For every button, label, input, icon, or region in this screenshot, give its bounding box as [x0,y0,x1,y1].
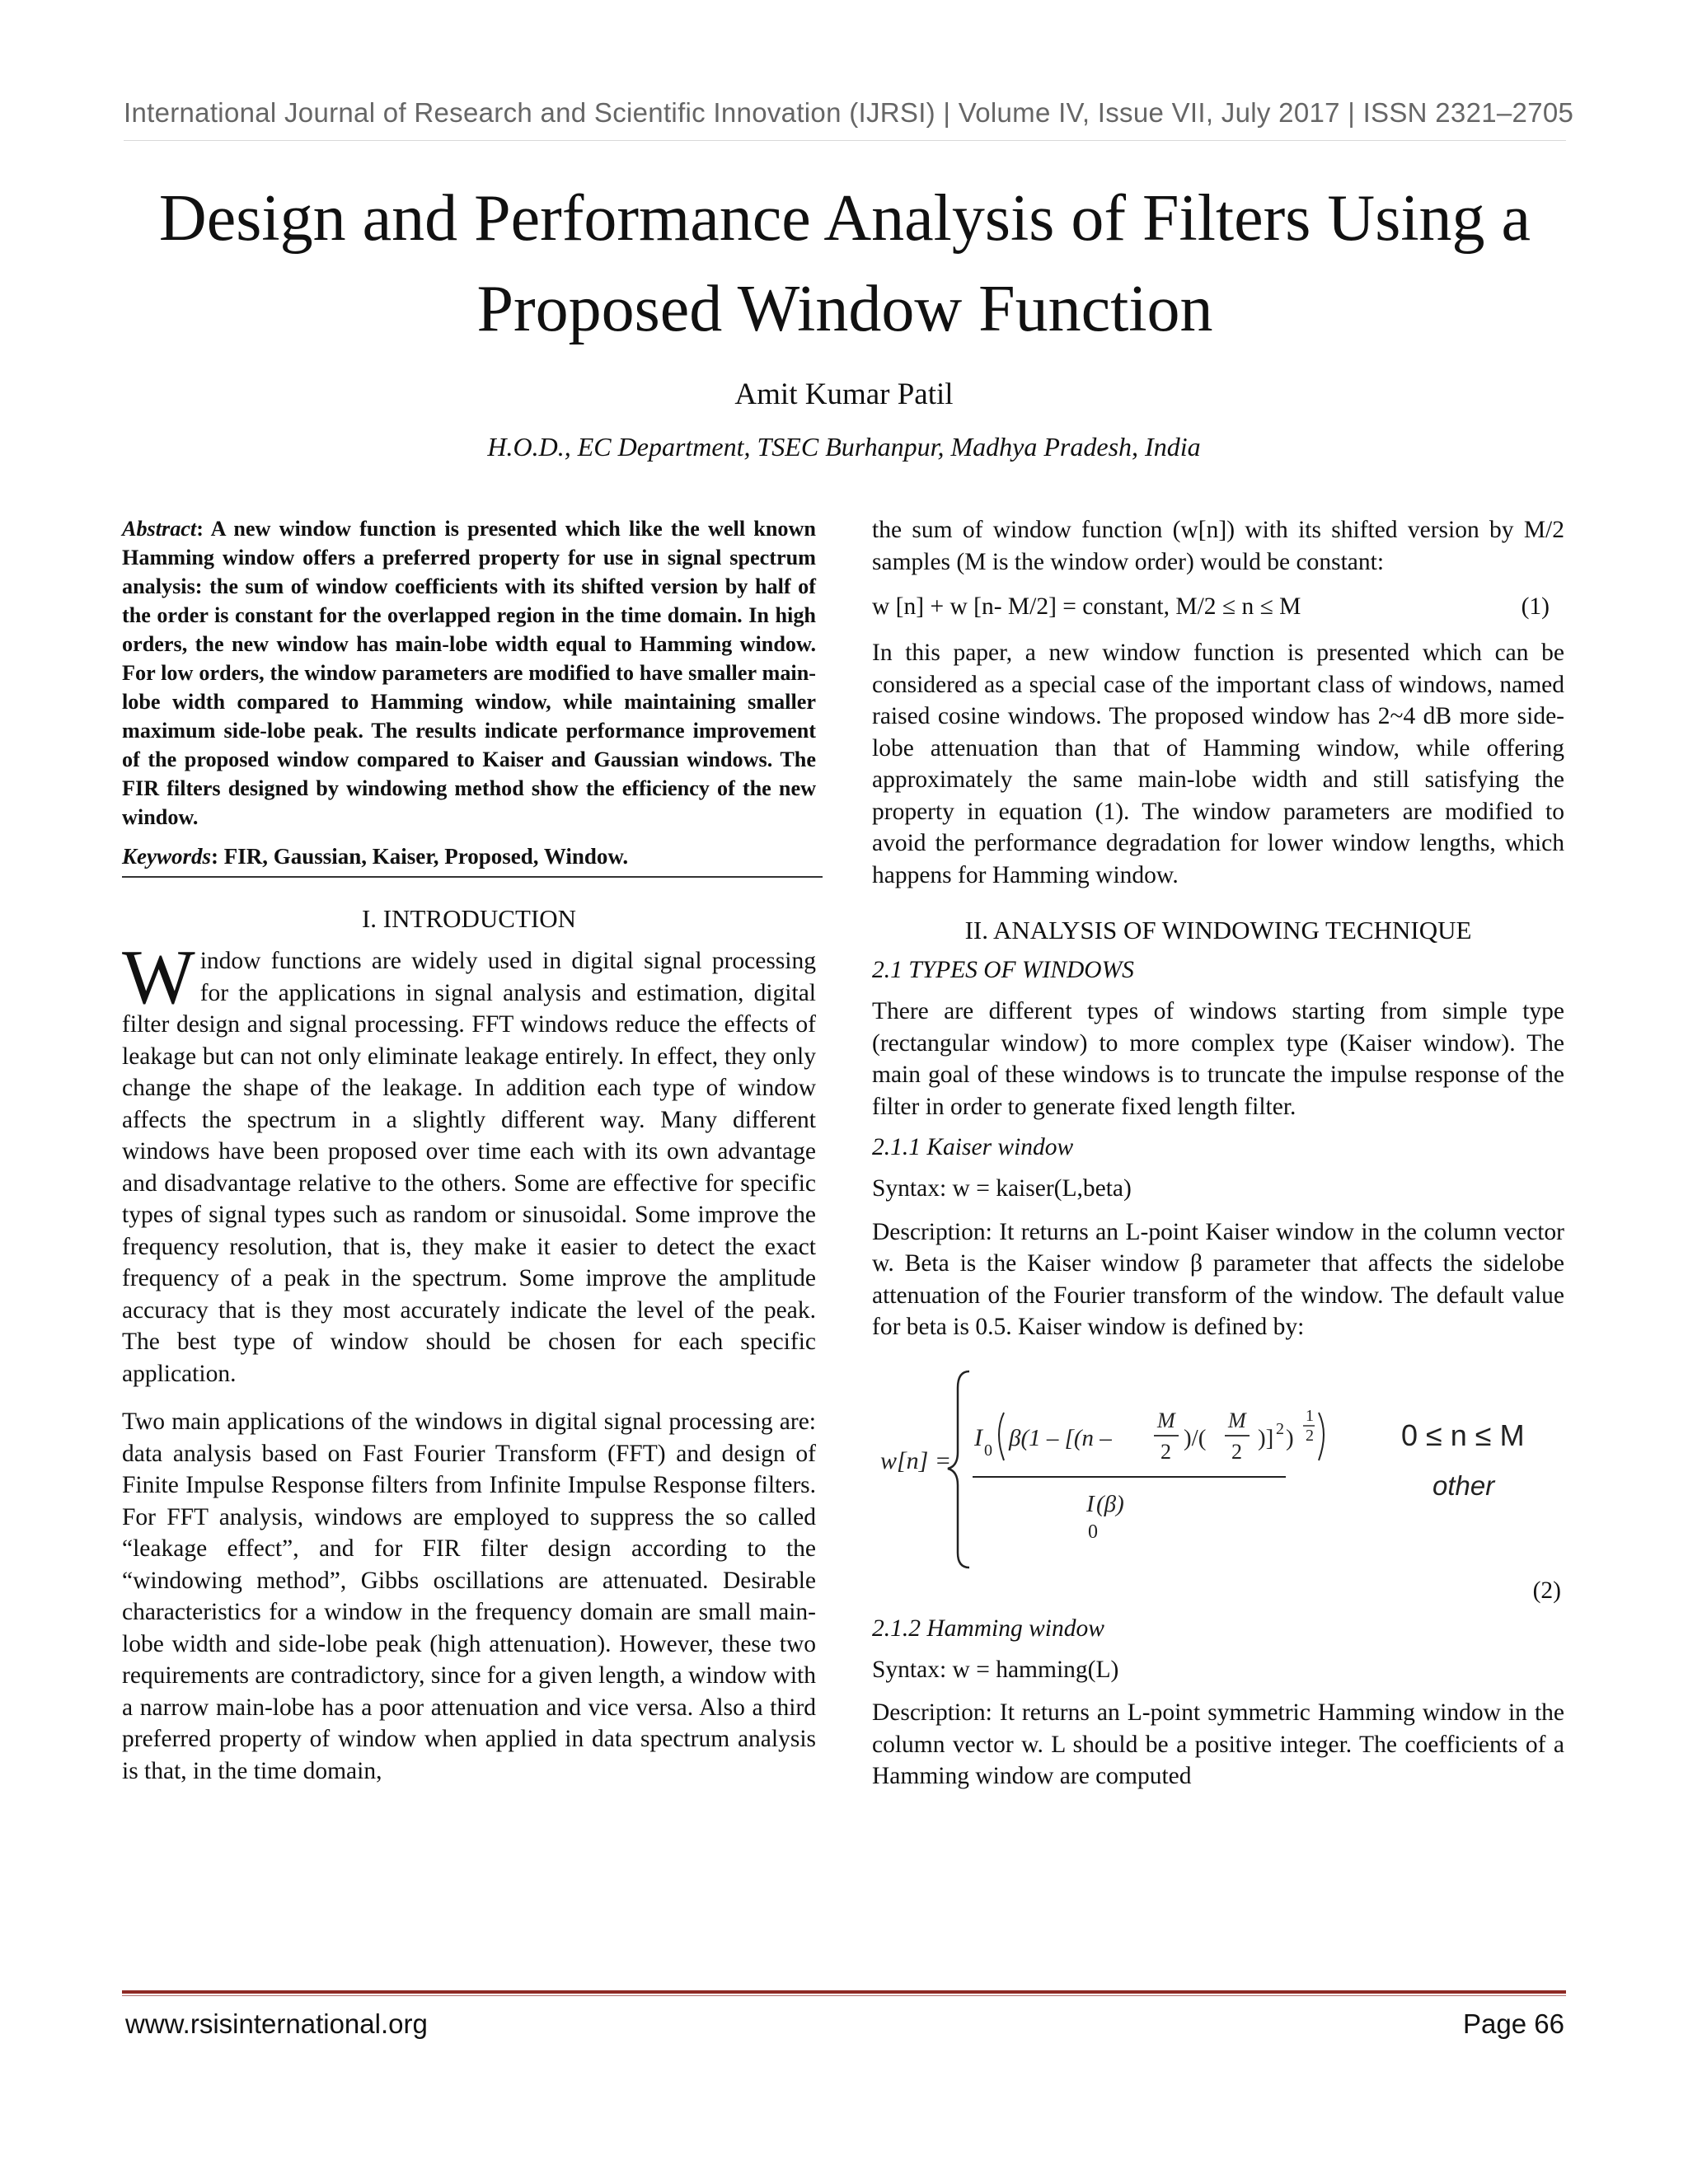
equation-1-text: w [n] + w [n- M/2] = constant, M/2 ≤ n ≤ M [872,593,1301,620]
paragraph-proposed-window: In this paper, a new window function is presented which can be considered as a special case of the important class of windows, named raised cosine windows. The proposed window has 2~4 dB more side-lobe attenuation than that of Hamming window, while offering approximately the same main-lobe width and still satisfying the property in equation (1). The window parameters are modified to avoid the performance degradation for lower window lengths, which happens for Hamming window. [872,640,1564,888]
eq2-I0-sub: 0 [984,1441,992,1460]
paper-title [99,173,1591,354]
eq2-square: )] [1258,1424,1274,1451]
keywords [122,841,816,871]
eq2-M-num-1: M [1157,1408,1175,1432]
section-heading-introduction: I. INTRODUCTION [361,904,577,933]
eq2-condition-2: other [1432,1469,1495,1501]
eq2-den-sub: 0 [1088,1521,1098,1543]
keywords-divider [122,876,823,878]
eq2-condition-1: 0 ≤ n ≤ M [1401,1418,1525,1452]
eq2-den-I0: I [1086,1490,1095,1517]
kaiser-syntax: Syntax: w = kaiser(L,beta) [872,1175,1132,1202]
right-column [872,514,1564,1804]
subheading-types-of-windows: 2.1 TYPES OF WINDOWS [872,957,1134,983]
author-name: Amit Kumar Patil [734,377,954,411]
hamming-syntax: Syntax: w = hamming(L) [872,1656,1119,1683]
equation-1 [872,591,1564,622]
title-line-1: Design and Performance Analysis of Filters Using a [158,182,1531,255]
drop-cap: W [122,935,195,1020]
footer-divider [122,1990,1566,1994]
eq2-paren-right-outer [1319,1413,1324,1460]
paragraph-types-of-windows: There are different types of windows starting from simple type (rectangular window) to more complex type (Kaiser window). The main goal of these windows is to truncate the impulse response of the filter in order to generate fixed length filter. [872,998,1564,1120]
eq2-M-num-2: M [1228,1408,1246,1432]
eq2-beta-term: β(1 – [(n – [1009,1424,1112,1451]
hamming-description: Description: It returns an L-point symmetric Hamming window in the column vector w. L should be a positive integer. The coefficients of a Hamming window are computed [872,1699,1564,1789]
eq2-den-beta: (β) [1096,1490,1124,1517]
left-column [122,514,816,1798]
subheading-kaiser-window: 2.1.1 Kaiser window [872,1134,1074,1160]
kaiser-description: Description: It returns an L-point Kaiser window in the column vector w. Beta is the Kaiser window β parameter that affects the sidelobe attenuation of the Fourier transform of the window. The default value for beta is 0.5. Kaiser window is defined by: [872,1218,1564,1340]
journal-header: International Journal of Research and Scientific Innovation (IJRSI) | Volume IV, Issue VII, July 2017 | ISSN 2321–2705 [124,97,1574,128]
eq2-paren-left-outer [999,1413,1004,1460]
eq2-half-num: 1 [1306,1406,1314,1425]
kaiser-window-formula [872,1355,1564,1602]
equation-2-number: (2) [1532,1577,1561,1604]
header-divider [124,140,1566,141]
abstract-text: : A new window function is presented which like the well known Hamming window offers a preferred property for use in signal spectrum analysis: the sum of window coefficients with its shifted version by half of the order is constant for the overlapped region in the time domain. In high orders, the new window has main-lobe width equal to Hamming window. For low orders, the window parameters are modified to have smaller main-lobe width compared to Hamming window, while maintaining smaller maximum side-lobe peak. The results indicate performance improvement of the proposed window compared to Kaiser and Gaussian windows. The FIR filters designed by windowing method show the efficiency of the new window. [122,517,816,829]
keywords-text: : FIR, Gaussian, Kaiser, Proposed, Window. [211,844,629,869]
abstract-label: Abstract [122,517,197,541]
intro-paragraph-1-text: indow functions are widely used in digital signal processing for the applications in signal analysis and estimation, digital filter design and signal processing. FFT windows reduce the effects of leakage but can not only eliminate leakage entirely. In effect, they only change the shape of the leakage. In addition each type of window affects the spectrum in a slightly different way. Many different windows have been proposed over time each with its own advantage and disadvantage relative to the others. Some are effective for specific types of signal types such as random or sinusoidal. Some improve the frequency resolution, that is, they make it easier to detect the exact frequency of a peak in the spectrum. Some improve the amplitude accuracy that is they most accurately indicate the level of the peak. The best type of window should be chosen for each specific application. [122,948,816,1387]
eq2-mid: )/( [1184,1424,1207,1451]
footer-page-number: Page 66 [1463,2008,1564,2039]
footer-website: www.rsisinternational.org [125,2008,428,2039]
footer-divider-thin [122,1995,1566,1996]
section-heading-analysis: II. ANALYSIS OF WINDOWING TECHNIQUE [964,916,1472,944]
eq2-I0: I [974,1423,982,1451]
eq2-two-den-2: 2 [1231,1439,1242,1464]
piecewise-brace [948,1371,969,1568]
equation-2 [872,1355,1564,1602]
paragraph-continued: the sum of window function (w[n]) with its shifted version by M/2 samples (M is the window order) would be constant: [872,517,1564,575]
equation-1-number: (1) [1521,593,1550,620]
intro-paragraph-2: Two main applications of the windows in digital signal processing are: data analysis based on Fast Fourier Transform (FFT) and design of Finite Impulse Response filters from Infinite Impulse Response filters. For FFT analysis, windows are employed to suppress the so called “leakage effect”, and for FIR filter design according to the “windowing method”, Gibbs oscillations are attenuated. Desirable characteristics for a window in the frequency domain are small main-lobe width and side-lobe peak (high attenuation). However, these two requirements are contradictory, since for a given length, a window with a narrow main-lobe has a poor attenuation and vice versa. Also a third preferred property of window when applied in data spectrum analysis is that, in the time domain, [122,1408,816,1784]
subheading-hamming-window: 2.1.2 Hamming window [872,1615,1104,1642]
title-line-2: Proposed Window Function [476,273,1213,345]
eq2-lhs: w[n] = [880,1446,952,1474]
eq2-half-den: 2 [1306,1426,1314,1445]
eq2-close: ) [1286,1424,1294,1451]
author-affiliation: H.O.D., EC Department, TSEC Burhanpur, Madhya Pradesh, India [487,432,1201,462]
eq2-two-den-1: 2 [1160,1439,1171,1464]
intro-paragraph-1 [122,935,816,1390]
keywords-label: Keywords [122,844,211,869]
eq2-pow-2: 2 [1276,1419,1284,1438]
abstract [122,514,816,832]
